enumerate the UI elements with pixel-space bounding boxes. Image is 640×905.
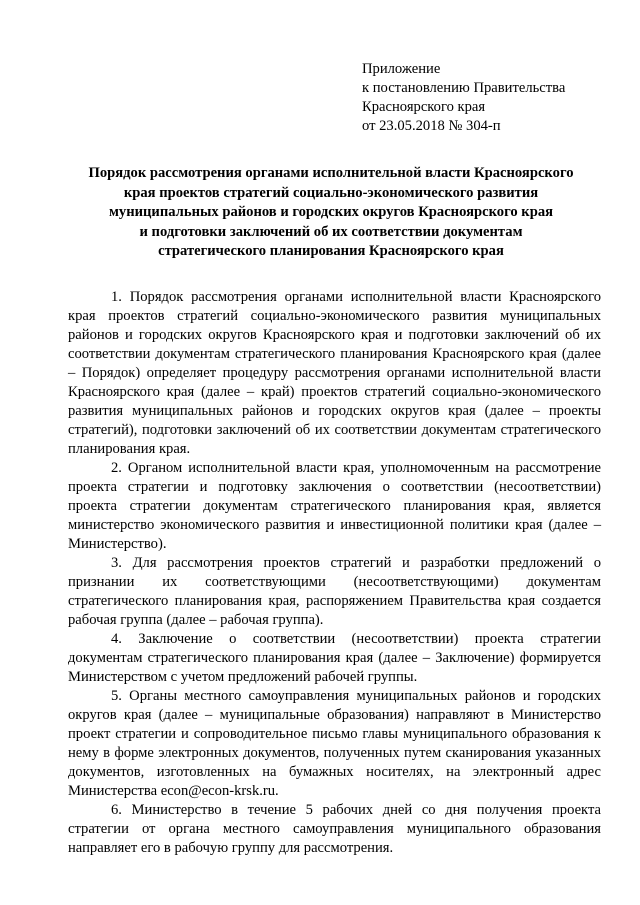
annex-line: к постановлению Правительства	[362, 80, 566, 96]
annex-line: Красноярского края	[362, 99, 486, 115]
paragraph-6: 6. Министерство в течение 5 рабочих дней со дня получения проекта стратегии от органа местного самоуправления муниципального образования направляет его в рабочую группу для рассмотрения.	[68, 802, 601, 856]
annex-header	[362, 60, 632, 136]
title-line: стратегического планирования Красноярского края	[158, 243, 504, 259]
paragraph-5: 5. Органы местного самоуправления муниципальных районов и городских округов края (далее – муниципальные образования) направляют в Министерство проект стратегии и сопроводительное письмо главы муниципального образования к нему в форме электронных документов, полученных путем сканирования указанных документов, изготовленных на бумажных носителях, на электронный адрес Министерства econ@econ-krsk.ru.	[68, 688, 601, 799]
title-line: и подготовки заключений об их соответствии документам	[139, 223, 523, 240]
title-line: Порядок рассмотрения органами исполнительной власти Красноярского	[88, 165, 574, 181]
title-line: муниципальных районов и городских округов Красноярского края	[108, 204, 554, 220]
paragraph-4: 4. Заключение о соответствии (несоответствии) проекта стратегии документам стратегического планирования края (далее – Заключение) формируется Министерством с учетом предложений рабочей группы.	[68, 631, 601, 685]
title-line: края проектов стратегий социально-экономического развития	[123, 184, 539, 201]
paragraph-3: 3. Для рассмотрения проектов стратегий и разработки предложений о признании их соответствующими (несоответствующими) документам стратегического планирования края, распоряжением Правительства края создается рабочая группа (далее – рабочая группа).	[68, 555, 601, 628]
document-body	[68, 288, 601, 858]
document-title	[64, 164, 598, 262]
paragraph-1: 1. Порядок рассмотрения органами исполнительной власти Красноярского края проектов стратегий социально-экономического развития муниципальных районов и городских округов Красноярского края и подготовки заключений об их соответствии документам стратегического планирования Красноярского края (далее – Порядок) определяет процедуру рассмотрения органами исполнительной власти Красноярского края (далее – край) проектов стратегий социально-экономического развития муниципальных районов и городских округов края (далее – проекты стратегий), подготовки заключений об их соответствии документам стратегического планирования края.	[68, 289, 601, 457]
annex-date-number: от 23.05.2018 № 304-п	[362, 118, 501, 134]
annex-line: Приложение	[362, 61, 441, 77]
paragraph-2: 2. Органом исполнительной власти края, уполномоченным на рассмотрение проекта стратегии и подготовку заключения о соответствии (несоответствии) проекта стратегии документам стратегического планирования края, является министерство экономического развития и инвестиционной политики края (далее – Министерство).	[68, 460, 601, 552]
